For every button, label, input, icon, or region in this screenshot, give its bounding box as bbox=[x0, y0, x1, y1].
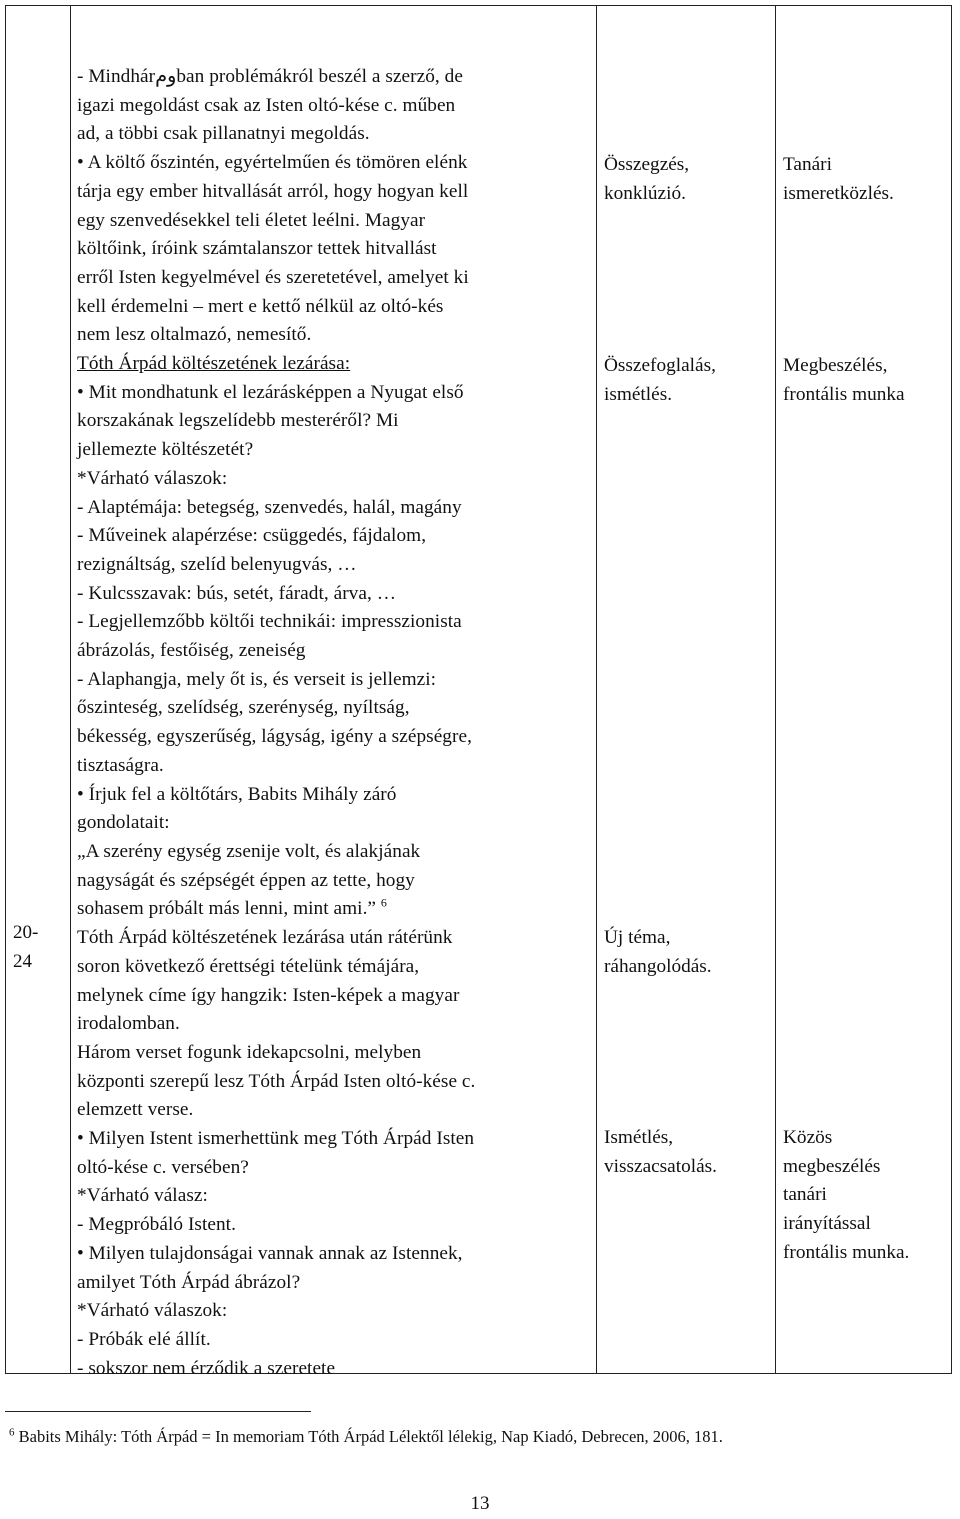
section-heading: Tóth Árpád költészetének lezárása: bbox=[77, 353, 351, 375]
text-line: elemzett verse. bbox=[77, 1099, 194, 1121]
text-line: tisztaságra. bbox=[77, 754, 164, 776]
table-row bbox=[6, 6, 952, 1374]
content-text bbox=[77, 63, 589, 1383]
text-line: • Mit mondhatunk el lezárásképpen a Nyugat első bbox=[77, 381, 464, 403]
footnote-mark: 6 bbox=[9, 1426, 15, 1439]
text-line: békesség, egyszerűség, lágyság, igény a szépségre, bbox=[77, 726, 472, 748]
row-number-cell bbox=[6, 6, 71, 1374]
method-label: Közös megbeszélés tanári irányítással frontális munka. bbox=[783, 1127, 910, 1263]
footnote-text: Babits Mihály: Tóth Árpád = In memoriam Tóth Árpád Lélektől lélekig, Nap Kiadó, Debrecen, 2006, 181. bbox=[14, 1427, 723, 1446]
text-line: *Várható válaszok: bbox=[77, 1300, 228, 1322]
text-line: • A költő őszintén, egyértelműen és tömören elénk bbox=[77, 152, 468, 174]
method-cell bbox=[776, 6, 952, 1374]
text-line: kell érdemelni – mert e kettő nélkül az oltó-kés bbox=[77, 295, 444, 317]
footnote-divider bbox=[5, 1411, 311, 1412]
text-line: - Próbák elé állít. bbox=[77, 1328, 211, 1350]
text-line: irodalomban. bbox=[77, 1013, 180, 1035]
lesson-plan-table bbox=[5, 5, 952, 1379]
text-line: - Műveinek alapérzése: csüggedés, fájdalom, bbox=[77, 525, 427, 547]
phase-label: Összefoglalás, ismétlés. bbox=[604, 355, 716, 405]
row-number: 20- 24 bbox=[13, 922, 39, 972]
text-line: - Legjellemzőbb költői technikái: impresszionista bbox=[77, 611, 462, 633]
footnote-reference: 6 bbox=[380, 895, 387, 910]
phase-label: Ismétlés, visszacsatolás. bbox=[604, 1127, 717, 1177]
text-line: • Írjuk fel a költőtárs, Babits Mihály záró bbox=[77, 783, 397, 805]
text-line: központi szerepű lesz Tóth Árpád Isten oltó-kése c. bbox=[77, 1070, 476, 1092]
text-line: • Milyen Istent ismerhettünk meg Tóth Árpád Isten bbox=[77, 1128, 475, 1150]
page-number: 13 bbox=[470, 1493, 490, 1514]
quote-line: sohasem próbált más lenni, mint ami.” $^6$ bbox=[77, 895, 387, 920]
quote-line: nagyságát és szépségét éppen az tette, hogy bbox=[77, 869, 415, 891]
quote-line: „A szerény egység zsenije volt, és alakjának bbox=[77, 840, 421, 862]
text-line: gondolatait: bbox=[77, 812, 170, 834]
text-line: - Alaphangja, mely őt is, és verseit is jellemzi: bbox=[77, 668, 437, 690]
method-label: Tanári ismeretközlés. bbox=[783, 154, 894, 204]
footnote bbox=[9, 1426, 723, 1448]
text-line: költőink, íróink számtalanszor tettek hitvallást bbox=[77, 238, 437, 260]
text-line: Tóth Árpád költészetének lezárása után rátérünk bbox=[77, 927, 453, 949]
text-line: egy szenvedésekkel teli életet leélni. Magyar bbox=[77, 209, 426, 231]
text-line: oltó-kése c. versében? bbox=[77, 1156, 249, 1178]
text-line: ad, a többi csak pillanatnyi megoldás. bbox=[77, 123, 370, 145]
text-line: soron következő érettségi tételünk témájára, bbox=[77, 955, 420, 977]
phase-label: Összegzés, konklúzió. bbox=[604, 154, 690, 204]
text-line: őszinteség, szelídség, szerénység, nyíltság, bbox=[77, 697, 410, 719]
text-line: ábrázolás, festőiség, zeneiség bbox=[77, 640, 306, 662]
text-line: amilyet Tóth Árpád ábrázol? bbox=[77, 1271, 301, 1293]
text-line: Három verset fogunk idekapcsolni, melyben bbox=[77, 1041, 422, 1063]
text-line: nem lesz oltalmazó, nemesítő. bbox=[77, 324, 312, 346]
text-line: - sokszor nem érződik a szeretete bbox=[77, 1357, 336, 1379]
text-line: erről Isten kegyelmével és szeretetével, amelyet ki bbox=[77, 266, 469, 288]
method-label: Megbeszélés, frontális munka bbox=[783, 355, 905, 405]
text-line: korszakának legszelídebb mesteréről? Mi bbox=[77, 410, 399, 432]
text-line: - Kulcsszavak: bús, setét, fáradt, árva, … bbox=[77, 582, 397, 604]
phase-label: Új téma, ráhangolódás. bbox=[604, 927, 712, 977]
text-line: - Alaptémája: betegség, szenvedés, halál, magány bbox=[77, 496, 462, 518]
phase-cell bbox=[597, 6, 776, 1374]
text-line: • Milyen tulajdonságai vannak annak az Istennek, bbox=[77, 1242, 463, 1264]
text-line: jellemezte költészetét? bbox=[77, 439, 254, 461]
text-line: tárja egy ember hitvallását arról, hogy hogyan kell bbox=[77, 180, 469, 202]
text-line: *Várható válaszok: bbox=[77, 467, 228, 489]
content-cell bbox=[71, 6, 597, 1379]
text-line: - Megpróbáló Istent. bbox=[77, 1214, 236, 1236]
text-line: melynek címe így hangzik: Isten-képek a magyar bbox=[77, 984, 460, 1006]
text-line: - Mindhárومban problémákról beszél a szerző, de bbox=[77, 66, 463, 87]
text-line: igazi megoldást csak az Isten oltó-kése c. műben bbox=[77, 94, 456, 116]
text-line: rezignáltság, szelíd belenyugvás, … bbox=[77, 553, 357, 575]
text-line: *Várható válasz: bbox=[77, 1185, 208, 1207]
